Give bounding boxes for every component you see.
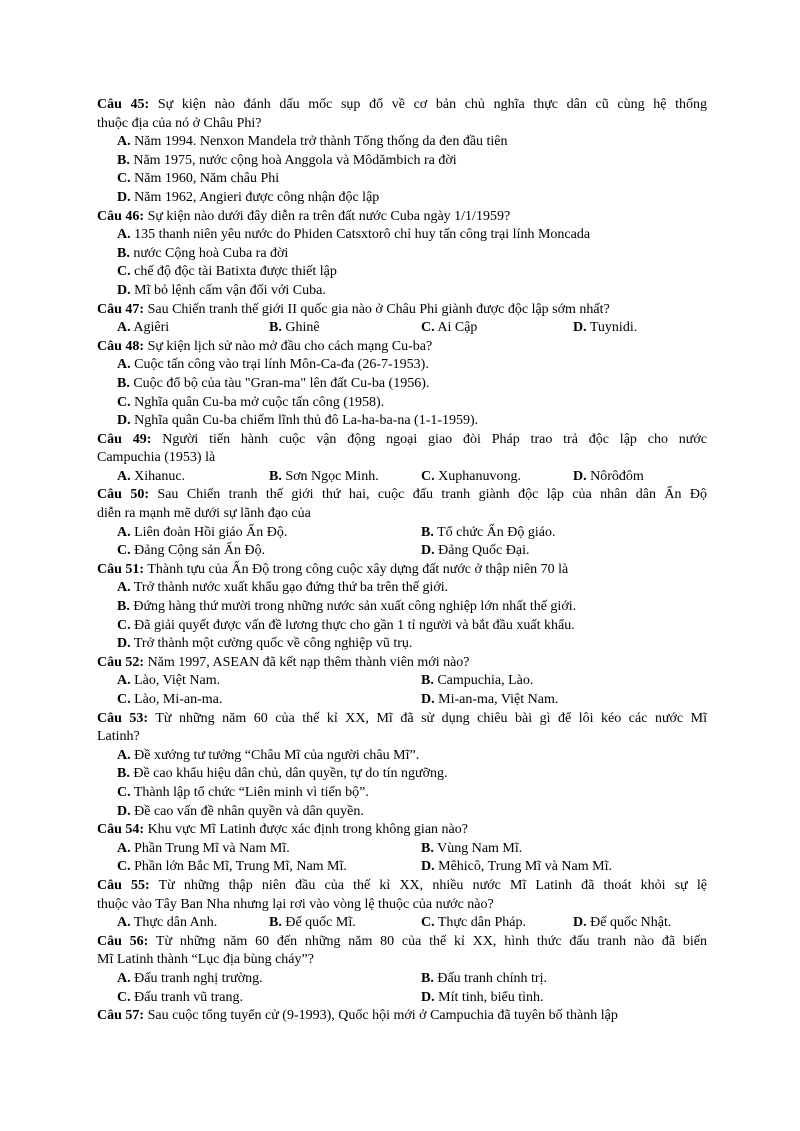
option-c bbox=[421, 319, 477, 338]
option-b bbox=[97, 375, 707, 394]
option-text: Đảng Cộng sản Ấn Độ. bbox=[134, 543, 266, 559]
option-c bbox=[421, 468, 521, 487]
option-key: A. bbox=[117, 524, 131, 540]
option-b bbox=[421, 672, 533, 691]
option-b bbox=[421, 970, 547, 989]
option-key: B. bbox=[117, 152, 130, 168]
option-text: Đứng hàng thứ mười trong những nước sản xuất công nghiệp lớn nhất thế giới. bbox=[133, 599, 577, 615]
question-54 bbox=[97, 821, 707, 840]
question-number: Câu 45: bbox=[97, 97, 150, 112]
option-key: D. bbox=[573, 468, 587, 484]
option-key: B. bbox=[421, 524, 434, 540]
option-text: 135 thanh niên yêu nước do Phiden Catsxtorô chỉ huy tấn công trại lính Moncada bbox=[134, 227, 591, 243]
option-key: D. bbox=[117, 282, 131, 298]
option-c bbox=[421, 914, 526, 933]
option-key: C. bbox=[421, 320, 435, 336]
question-text-continued bbox=[97, 449, 707, 468]
option-b bbox=[97, 152, 707, 171]
option-d bbox=[97, 282, 707, 301]
option-key: B. bbox=[421, 840, 434, 856]
option-text: Ghinê bbox=[285, 320, 320, 336]
option-d bbox=[97, 635, 707, 654]
option-key: B. bbox=[117, 599, 130, 615]
option-text: Nghĩa quân Cu-ba mở cuộc tấn công (1958). bbox=[134, 394, 385, 410]
option-key: A. bbox=[117, 747, 131, 763]
question-text: Latinh? bbox=[97, 729, 140, 745]
question-text: Sự kiện nào dưới đây diễn ra trên đất nước Cuba ngày 1/1/1959? bbox=[147, 208, 511, 224]
question-50 bbox=[97, 486, 707, 505]
option-key: C. bbox=[117, 692, 131, 707]
option-a bbox=[97, 356, 707, 375]
question-text: Người tiến hành cuộc vận động ngoại giao đòi Pháp trao trả độc lập cho nước bbox=[162, 431, 708, 447]
option-text: Năm 1994. Nenxon Mandela trở thành Tổng thống da đen đầu tiên bbox=[134, 134, 508, 150]
question-52 bbox=[97, 654, 707, 673]
option-key: A. bbox=[117, 320, 131, 336]
question-text: Mĩ Latinh thành “Lục địa bùng cháy”? bbox=[97, 952, 314, 968]
option-key: A. bbox=[117, 915, 131, 931]
option-key: A. bbox=[117, 970, 131, 986]
option-text: Phần Trung Mĩ và Nam Mĩ. bbox=[134, 840, 290, 856]
option-key: C. bbox=[117, 617, 131, 633]
option-key: D. bbox=[573, 320, 587, 336]
option-key: C. bbox=[117, 264, 131, 280]
option-key: C. bbox=[117, 171, 131, 187]
option-a bbox=[117, 970, 263, 989]
option-d bbox=[421, 542, 530, 561]
option-a bbox=[97, 747, 707, 766]
exam-page bbox=[97, 96, 707, 1026]
option-c bbox=[117, 542, 265, 561]
question-45 bbox=[97, 96, 707, 115]
question-number: Câu 54: bbox=[97, 822, 145, 838]
option-text: Trở thành một cường quốc về công nghiệp vũ trụ. bbox=[133, 636, 413, 652]
option-text: Năm 1962, Angieri được công nhận độc lập bbox=[134, 189, 380, 205]
option-text: Đề cao khẩu hiệu dân chủ, dân quyền, tự do tín ngưỡng. bbox=[133, 766, 448, 782]
options-row bbox=[97, 319, 707, 338]
option-a bbox=[117, 319, 169, 338]
option-key: B. bbox=[421, 970, 434, 986]
option-text: Liên đoàn Hồi giáo Ấn Độ. bbox=[134, 524, 288, 540]
option-key: D. bbox=[421, 692, 435, 707]
option-text: Vùng Nam Mĩ. bbox=[437, 840, 523, 856]
option-text: Thực dân Anh. bbox=[133, 915, 218, 931]
option-text: Đảng Quốc Đại. bbox=[438, 543, 530, 559]
option-b bbox=[97, 245, 707, 264]
question-number: Câu 55: bbox=[97, 877, 150, 893]
question-text: Sự kiện nào đánh dấu mốc sụp đổ về cơ bản chủ nghĩa thực dân cũ cùng hệ thống bbox=[157, 97, 708, 112]
option-key: C. bbox=[117, 859, 131, 875]
option-c bbox=[117, 989, 243, 1008]
option-b bbox=[97, 598, 707, 617]
option-key: C. bbox=[421, 468, 435, 484]
option-key: A. bbox=[117, 134, 131, 150]
option-key: A. bbox=[117, 468, 131, 484]
option-text: Mi-an-ma, Việt Nam. bbox=[438, 692, 559, 707]
option-text: Đế quốc Nhật. bbox=[590, 915, 672, 931]
option-key: B. bbox=[117, 245, 130, 261]
option-text: Lào, Mi-an-ma. bbox=[134, 692, 223, 707]
option-text: Mít tinh, biểu tình. bbox=[438, 989, 544, 1005]
options-row bbox=[97, 989, 707, 1008]
option-text: Campuchia, Lào. bbox=[437, 673, 534, 689]
options-row bbox=[97, 858, 707, 877]
option-key: B. bbox=[117, 766, 130, 782]
question-number: Câu 52: bbox=[97, 654, 145, 670]
question-text: Sau Chiến tranh thế giới thứ hai, cuộc đấu tranh giành độc lập của nhân dân Ấn Độ bbox=[157, 487, 708, 503]
question-56 bbox=[97, 933, 707, 952]
option-key: A. bbox=[117, 580, 131, 596]
question-text-continued bbox=[97, 896, 707, 915]
option-d bbox=[573, 319, 637, 338]
option-text: Trở thành nước xuất khẩu gạo đứng thứ ba trên thế giới. bbox=[133, 580, 449, 596]
option-text: Agiêri bbox=[133, 320, 170, 336]
question-text: Từ những thập niên đầu của thế kỉ XX, nhiều nước Mĩ Latinh đã thoát khỏi sự lệ bbox=[158, 877, 707, 893]
option-text: Nôrôđôm bbox=[590, 468, 644, 484]
option-d bbox=[97, 803, 707, 822]
question-text: Sự kiện lịch sử nào mở đầu cho cách mạng Cu-ba? bbox=[147, 338, 433, 354]
option-key: D. bbox=[117, 413, 131, 429]
question-text: Sau Chiến tranh thế giới II quốc gia nào ở Châu Phi giành được độc lập sớm nhất? bbox=[147, 301, 610, 317]
question-number: Câu 47: bbox=[97, 301, 145, 317]
option-c bbox=[97, 617, 707, 636]
question-text: diễn ra mạnh mẽ dưới sự lãnh đạo của bbox=[97, 506, 311, 522]
option-text: Đấu tranh nghị trường. bbox=[134, 970, 263, 986]
option-a bbox=[97, 133, 707, 152]
options-row bbox=[97, 672, 707, 691]
option-text: Đấu tranh chính trị. bbox=[437, 970, 547, 986]
question-53 bbox=[97, 710, 707, 729]
option-d bbox=[97, 412, 707, 431]
options-row bbox=[97, 691, 707, 710]
option-text: Lào, Việt Nam. bbox=[134, 673, 221, 689]
options-row bbox=[97, 970, 707, 989]
option-c bbox=[97, 784, 707, 803]
options-row bbox=[97, 914, 707, 933]
question-51 bbox=[97, 561, 707, 580]
option-b bbox=[97, 765, 707, 784]
option-text: Tuynidi. bbox=[589, 320, 638, 336]
question-text: Từ những năm 60 của thế kỉ XX, Mĩ đã sử dụng chiêu bài gì để lôi kéo các nước Mĩ bbox=[155, 710, 708, 726]
question-text: thuộc vào Tây Ban Nha nhưng lại rơi vào vòng lệ thuộc của nước nào? bbox=[97, 896, 494, 912]
option-b bbox=[269, 319, 320, 338]
option-key: D. bbox=[421, 989, 435, 1005]
question-number: Câu 57: bbox=[97, 1008, 145, 1024]
option-a bbox=[117, 914, 217, 933]
option-d bbox=[573, 468, 644, 487]
option-b bbox=[269, 914, 356, 933]
option-key: D. bbox=[117, 803, 131, 819]
question-47 bbox=[97, 301, 707, 320]
option-key: C. bbox=[117, 543, 131, 559]
question-55 bbox=[97, 877, 707, 896]
option-b bbox=[421, 524, 556, 543]
option-a bbox=[117, 524, 287, 543]
question-text: thuộc địa của nó ở Châu Phi? bbox=[97, 115, 262, 131]
question-46 bbox=[97, 208, 707, 227]
option-key: A. bbox=[117, 357, 131, 373]
option-key: C. bbox=[117, 784, 131, 800]
option-text: Sơn Ngọc Minh. bbox=[285, 468, 379, 484]
option-text: Xuphanuvong. bbox=[438, 468, 521, 484]
option-a bbox=[117, 840, 290, 859]
option-d bbox=[573, 914, 671, 933]
option-text: Thành lập tổ chức “Liên minh vì tiến bộ”. bbox=[133, 784, 369, 800]
question-text: Thành tựu của Ấn Độ trong công cuộc xây dựng đất nước ở thập niên 70 là bbox=[147, 561, 569, 577]
option-text: Cuộc tấn công vào trại lính Môn-Ca-đa (26-7-1953). bbox=[134, 357, 429, 373]
option-key: A. bbox=[117, 227, 131, 243]
option-text: Mêhicô, Trung Mĩ và Nam Mĩ. bbox=[438, 859, 612, 875]
option-key: B. bbox=[269, 915, 282, 931]
option-key: A. bbox=[117, 673, 131, 689]
options-row bbox=[97, 468, 707, 487]
question-number: Câu 46: bbox=[97, 208, 145, 224]
option-d bbox=[421, 989, 544, 1008]
option-text: Đế quốc Mĩ. bbox=[285, 915, 356, 931]
option-text: Ai Cập bbox=[437, 320, 478, 336]
question-text-continued bbox=[97, 951, 707, 970]
option-key: D. bbox=[117, 189, 131, 205]
option-text: Năm 1960, Năm châu Phi bbox=[134, 171, 280, 187]
option-text: Tổ chức Ấn Độ giáo. bbox=[437, 524, 556, 540]
option-key: D. bbox=[421, 859, 435, 875]
option-text: Đấu tranh vũ trang. bbox=[134, 989, 243, 1005]
option-text: Phần lớn Bắc Mĩ, Trung Mĩ, Nam Mĩ. bbox=[134, 859, 347, 875]
option-text: Thực dân Pháp. bbox=[437, 915, 526, 931]
question-number: Câu 53: bbox=[97, 710, 149, 726]
option-a bbox=[117, 468, 185, 487]
option-b bbox=[421, 840, 522, 859]
options-row bbox=[97, 542, 707, 561]
question-text-continued bbox=[97, 728, 707, 747]
option-text: Đề cao vấn đề nhân quyền và dân quyền. bbox=[134, 803, 364, 819]
option-c bbox=[97, 170, 707, 189]
option-c bbox=[117, 691, 222, 710]
option-text: Đề xướng tư tưởng “Châu Mĩ của người châu Mĩ”. bbox=[134, 747, 420, 763]
option-a bbox=[97, 226, 707, 245]
options-row bbox=[97, 524, 707, 543]
question-number: Câu 51: bbox=[97, 561, 145, 577]
option-text: Xihanuc. bbox=[134, 468, 186, 484]
option-key: C. bbox=[421, 915, 435, 931]
question-number: Câu 56: bbox=[97, 933, 149, 949]
option-text: Cuộc đổ bộ của tàu "Gran-ma" lên đất Cu-ba (1956). bbox=[133, 375, 430, 391]
question-text: Sau cuộc tổng tuyển cử (9-1993), Quốc hội mới ở Campuchia đã tuyên bố thành lập bbox=[147, 1008, 618, 1024]
option-key: D. bbox=[117, 636, 131, 652]
option-d bbox=[97, 189, 707, 208]
option-key: C. bbox=[117, 989, 131, 1005]
option-text: Đã giải quyết được vấn đề lương thực cho gần 1 tỉ người và bắt đầu xuất khẩu. bbox=[134, 617, 575, 633]
option-key: B. bbox=[269, 468, 282, 484]
option-b bbox=[269, 468, 379, 487]
options-row bbox=[97, 840, 707, 859]
option-text: nước Cộng hoà Cuba ra đời bbox=[133, 245, 289, 261]
question-text: Khu vực Mĩ Latinh được xác định trong không gian nào? bbox=[147, 822, 468, 838]
option-c bbox=[117, 858, 347, 877]
option-key: C. bbox=[117, 394, 131, 410]
question-text: Campuchia (1953) là bbox=[97, 450, 216, 466]
option-text: Năm 1975, nước cộng hoà Anggola và Môdămbich ra đời bbox=[133, 152, 457, 168]
option-key: B. bbox=[269, 320, 282, 336]
question-number: Câu 48: bbox=[97, 338, 145, 354]
option-a bbox=[117, 672, 220, 691]
option-text: Mĩ bỏ lệnh cấm vận đối với Cuba. bbox=[134, 282, 326, 298]
question-number: Câu 50: bbox=[97, 487, 149, 503]
question-57 bbox=[97, 1007, 707, 1026]
option-d bbox=[421, 858, 612, 877]
option-d bbox=[421, 691, 558, 710]
option-c bbox=[97, 394, 707, 413]
question-text-continued bbox=[97, 115, 707, 134]
option-text: chế độ độc tài Batixta được thiết lập bbox=[134, 264, 337, 280]
question-text-continued bbox=[97, 505, 707, 524]
question-48 bbox=[97, 338, 707, 357]
question-text: Năm 1997, ASEAN đã kết nạp thêm thành viên mới nào? bbox=[147, 654, 470, 670]
option-a bbox=[97, 579, 707, 598]
question-text: Từ những năm 60 đến những năm 80 của thế kỉ XX, hình thức đấu tranh nào đã biến bbox=[155, 933, 707, 949]
option-key: A. bbox=[117, 840, 131, 856]
question-number: Câu 49: bbox=[97, 431, 152, 447]
option-text: Nghĩa quân Cu-ba chiếm lĩnh thủ đô La-ha-ba-na (1-1-1959). bbox=[134, 413, 479, 429]
question-49 bbox=[97, 431, 707, 450]
option-key: B. bbox=[117, 375, 130, 391]
option-key: D. bbox=[573, 915, 587, 931]
option-c bbox=[97, 263, 707, 282]
option-key: B. bbox=[421, 673, 434, 689]
option-key: D. bbox=[421, 543, 435, 559]
